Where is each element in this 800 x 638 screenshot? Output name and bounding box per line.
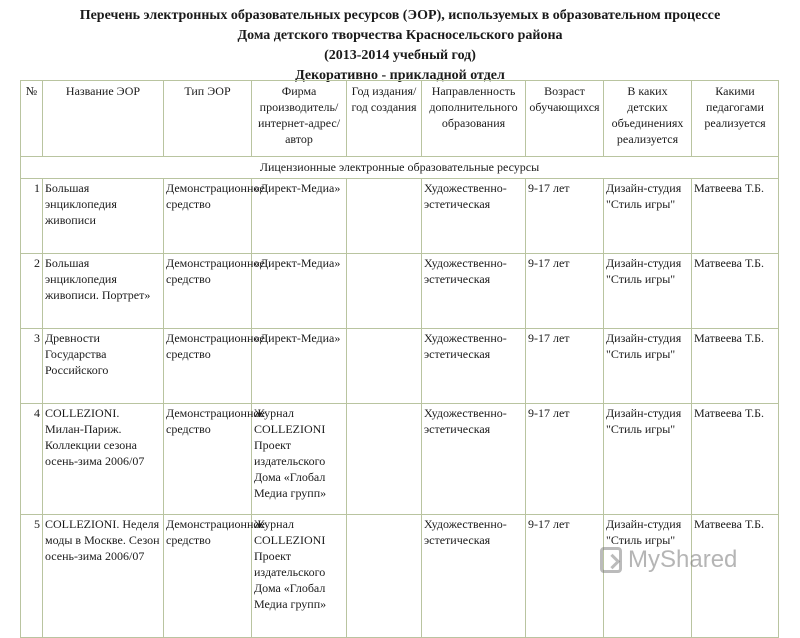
column-header-age: Возраст обучающихся xyxy=(526,81,604,157)
cell-group: Дизайн-студия "Стиль игры" xyxy=(604,404,692,515)
cell-name: Большая энциклопедия живописи xyxy=(43,179,164,254)
column-header-direction: Направленность дополнительного образования xyxy=(422,81,526,157)
column-header-type: Тип ЭОР xyxy=(164,81,252,157)
table-row xyxy=(21,179,779,254)
cell-direction: Художественно-эстетическая xyxy=(422,254,526,329)
cell-direction: Художественно-эстетическая xyxy=(422,515,526,638)
section-title: Лицензионные электронные образовательные ресурсы xyxy=(21,157,779,179)
section-row xyxy=(21,157,779,179)
table-header-row xyxy=(21,81,779,157)
cell-type: Демонстрационное средство xyxy=(164,404,252,515)
cell-direction: Художественно-эстетическая xyxy=(422,179,526,254)
cell-type: Демонстрационное средство xyxy=(164,254,252,329)
cell-number: 2 xyxy=(21,254,43,329)
cell-year xyxy=(347,329,422,404)
cell-year xyxy=(347,515,422,638)
column-header-name: Название ЭОР xyxy=(43,81,164,157)
cell-direction: Художественно-эстетическая xyxy=(422,329,526,404)
cell-type: Демонстрационное средство xyxy=(164,515,252,638)
cell-number: 4 xyxy=(21,404,43,515)
header-title-line: Перечень электронных образовательных ресурсов (ЭОР), используемых в образовательном процессе xyxy=(79,8,721,23)
myshared-logo-icon xyxy=(600,547,622,573)
cell-age: 9-17 лет xyxy=(526,179,604,254)
cell-teacher: Матвеева Т.Б. xyxy=(692,404,779,515)
cell-name: Древности Государства Российского xyxy=(43,329,164,404)
cell-maker: Журнал COLLEZIONI Проект издательского Дома «Глобал Медиа групп» xyxy=(252,515,347,638)
cell-maker: «Директ-Медиа» xyxy=(252,179,347,254)
cell-teacher: Матвеева Т.Б. xyxy=(692,179,779,254)
cell-teacher: Матвеева Т.Б. xyxy=(692,329,779,404)
cell-group: Дизайн-студия "Стиль игры" xyxy=(604,254,692,329)
cell-teacher: Матвеева Т.Б. xyxy=(692,515,779,638)
document-header xyxy=(0,6,800,86)
cell-name: COLLEZIONI. Милан-Париж. Коллекции сезона осень-зима 2006/07 xyxy=(43,404,164,515)
cell-year xyxy=(347,254,422,329)
cell-group: Дизайн-студия "Стиль игры" xyxy=(604,515,692,638)
column-header-maker: Фирма производитель/ интернет-адрес/ автор xyxy=(252,81,347,157)
cell-teacher: Матвеева Т.Б. xyxy=(692,254,779,329)
table-row xyxy=(21,329,779,404)
cell-year xyxy=(347,404,422,515)
cell-number: 5 xyxy=(21,515,43,638)
table-row xyxy=(21,254,779,329)
header-institution-line: Дома детского творчества Красносельского района xyxy=(237,28,563,43)
cell-age: 9-17 лет xyxy=(526,329,604,404)
cell-group: Дизайн-студия "Стиль игры" xyxy=(604,329,692,404)
cell-number: 3 xyxy=(21,329,43,404)
myshared-watermark xyxy=(600,540,780,580)
cell-maker: «Директ-Медиа» xyxy=(252,254,347,329)
cell-number: 1 xyxy=(21,179,43,254)
cell-maker: «Директ-Медиа» xyxy=(252,329,347,404)
cell-age: 9-17 лет xyxy=(526,254,604,329)
header-year-line: (2013-2014 учебный год) xyxy=(324,48,476,63)
cell-age: 9-17 лет xyxy=(526,515,604,638)
column-header-number: № xyxy=(21,81,43,157)
column-header-group: В каких детских объединениях реализуется xyxy=(604,81,692,157)
cell-year xyxy=(347,179,422,254)
cell-maker: Журнал COLLEZIONI Проект издательского Дома «Глобал Медиа групп» xyxy=(252,404,347,515)
header-department-line: Декоративно - прикладной отдел xyxy=(295,68,505,83)
cell-age: 9-17 лет xyxy=(526,404,604,515)
column-header-teacher: Какими педагогами реализуется xyxy=(692,81,779,157)
cell-name: Большая энциклопедия живописи. Портрет» xyxy=(43,254,164,329)
cell-group: Дизайн-студия "Стиль игры" xyxy=(604,179,692,254)
cell-direction: Художественно-эстетическая xyxy=(422,404,526,515)
cell-type: Демонстрационное средство xyxy=(164,179,252,254)
column-header-year: Год издания/ год создания xyxy=(347,81,422,157)
watermark-text: MyShared xyxy=(628,546,738,573)
table-row xyxy=(21,404,779,515)
cell-type: Демонстрационное средство xyxy=(164,329,252,404)
cell-name: COLLEZIONI. Неделя моды в Москве. Сезон осень-зима 2006/07 xyxy=(43,515,164,638)
